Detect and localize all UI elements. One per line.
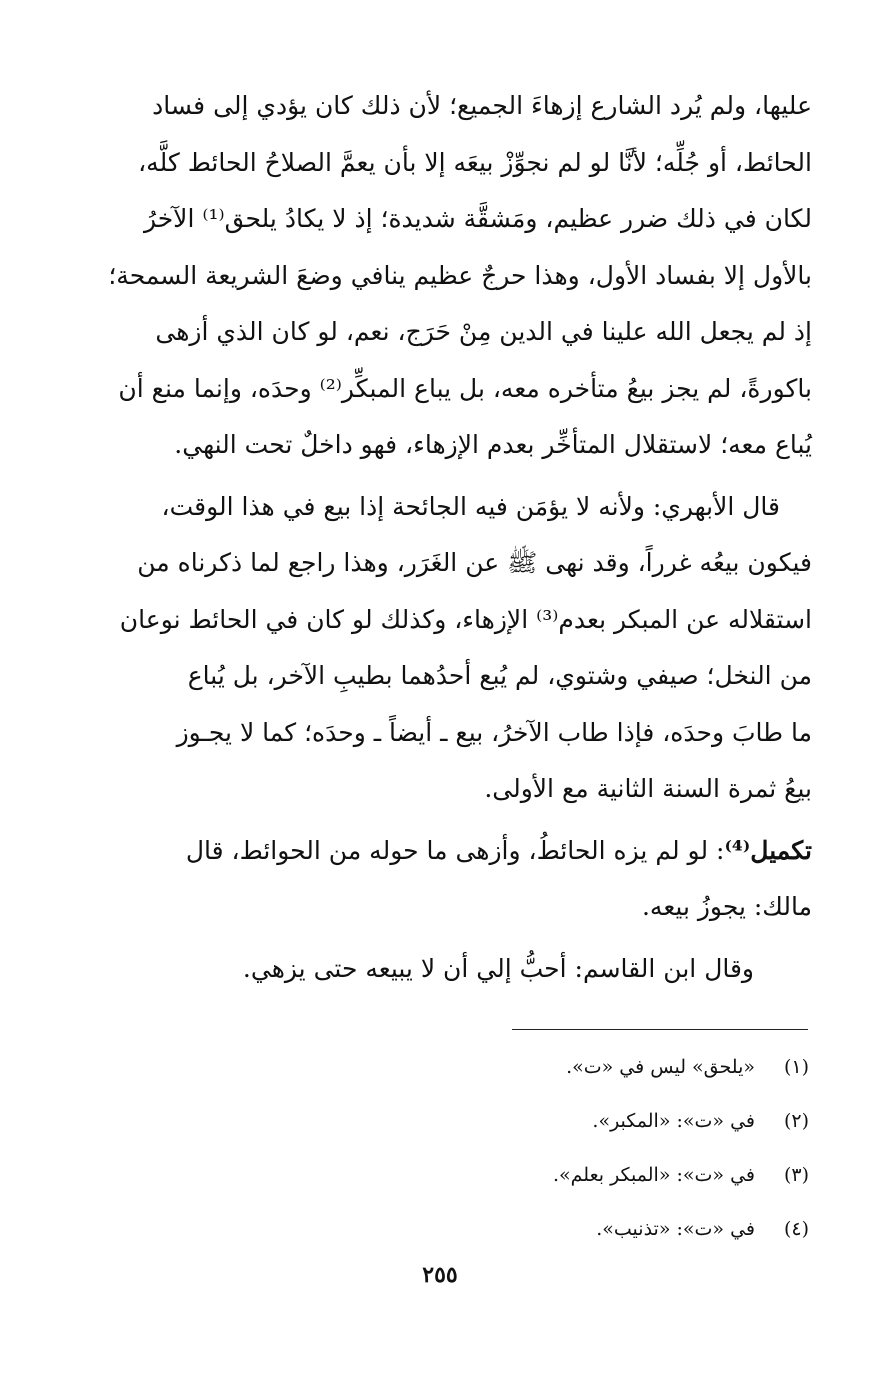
- footnote-number: (٢): [783, 1110, 809, 1132]
- text-line: يُباع معه؛ لاستقلال المتأخِّر بعدم الإزهاء، فهو داخلٌ تحت النهي.: [174, 430, 812, 459]
- text-line: الحائط، أو جُلِّه؛ لأنَّا لو لم نجوِّزْ بيعَه إلا بأن يعمَّ الصلاحُ الحائط كلَّه،: [138, 147, 812, 177]
- main-text: [100, 78, 812, 997]
- text-line: مالك: يجوزُ بيعه.: [641, 892, 812, 921]
- footnote-text: في «ت»: «تذنيب».: [596, 1218, 755, 1240]
- footnote-divider: [512, 1029, 808, 1030]
- paragraph-2: [100, 479, 812, 818]
- text-line: ما طابَ وحدَه، فإذا طاب الآخرُ، بيع ـ أيضاً ـ وحدَه؛ كما لا يجـوز: [176, 717, 812, 747]
- text-line: وقال ابن القاسم: أحبُّ إلي أن لا يبيعه حتى يزهي.: [242, 953, 754, 983]
- text-line: استقلاله عن المبكر بعدم⁽³⁾ الإزهاء، وكذلك لو كان في الحائط نوعان: [119, 604, 812, 634]
- text-line: بالأول إلا بفساد الأول، وهذا حرجٌ عظيم ينافي وضعَ الشريعة السمحة؛: [108, 260, 812, 290]
- text-line: بيعُ ثمرة السنة الثانية مع الأولى.: [484, 774, 812, 803]
- section-heading: تكميل⁽⁴⁾: [724, 835, 812, 865]
- footnote-item: [289, 1040, 809, 1094]
- footnote-item: [289, 1202, 809, 1256]
- footnote-text: «يلحق» ليس في «ت».: [566, 1056, 755, 1078]
- text-line: عليها، ولم يُرد الشارع إزهاءَ الجميع؛ لأن ذلك كان يؤدي إلى فساد: [152, 91, 812, 120]
- footnote-number: (١): [783, 1056, 809, 1078]
- paragraph-3: [100, 823, 812, 936]
- footnotes: [289, 1040, 809, 1256]
- footnote-text: في «ت»: «المكبر».: [592, 1110, 755, 1132]
- text-line: لكان في ذلك ضرر عظيم، ومَشقَّة شديدة؛ إذ لا يكادُ يلحق⁽¹⁾ الآخرُ: [143, 204, 812, 233]
- text-line-rest: : لو لم يزه الحائطُ، وأزهى ما حوله من الحوائط، قال: [185, 835, 725, 865]
- footnote-number: (٣): [783, 1164, 809, 1186]
- text-line: باكورةً، لم يجز بيعُ متأخره معه، بل يباع المبكِّر⁽²⁾ وحدَه، وإنما منع أن: [118, 373, 812, 403]
- footnote-item: [289, 1094, 809, 1148]
- text-line: [100, 823, 812, 880]
- paragraph-4: [100, 941, 812, 998]
- page-number: ٢٥٥: [422, 1262, 458, 1288]
- text-line: إذ لم يجعل الله علينا في الدين مِنْ حَرَج، نعم، لو كان الذي أزهى: [155, 317, 812, 346]
- footnote-number: (٤): [783, 1218, 809, 1240]
- paragraph-1: [100, 78, 812, 474]
- footnote-item: [289, 1148, 809, 1202]
- footnote-text: في «ت»: «المبكر بعلم».: [552, 1164, 755, 1186]
- text-line: قال الأبهري: ولأنه لا يؤمَن فيه الجائحة إذا بيع في هذا الوقت،: [161, 491, 780, 521]
- text-line: من النخل؛ صيفي وشتوي، لم يُبع أحدُهما بطيبِ الآخر، بل يُباع: [187, 661, 812, 690]
- text-line: فيكون بيعُه غرراً، وقد نهى ﷺ عن الغَرَر، وهذا راجع لما ذكرناه من: [137, 548, 812, 577]
